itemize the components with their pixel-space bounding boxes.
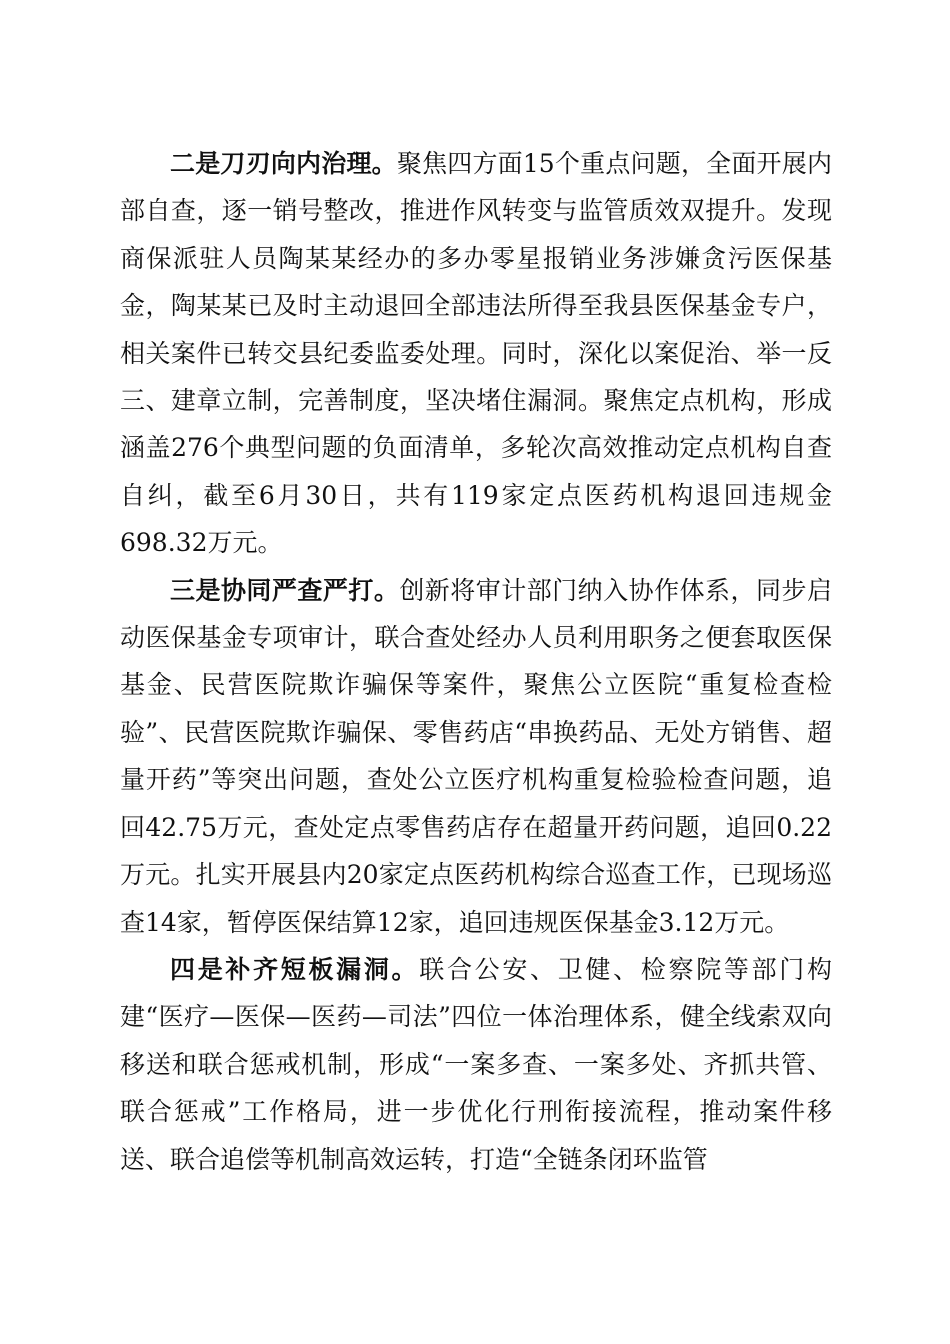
- document-body: [120, 140, 832, 1183]
- paragraph-text: 创新将审计部门纳入协作体系，同步启动医保基金专项审计，联合查处经办人员利用职务之便套取医保基金、民营医院欺诈骗保等案件，聚焦公立医院“重复检查检验”、民营医院欺诈骗保、零售药店“串换药品、无处方销售、超量开药”等突出问题，查处公立医疗机构重复检验检查问题，追回42.75万元，查处定点零售药店存在超量开药问题，追回0.22万元。扎实开展县内20家定点医药机构综合巡查工作，已现场巡查14家，暂停医保结算12家，追回违规医保基金3.12万元。: [120, 575, 832, 937]
- paragraph-lead: 三是协同严查严打。: [170, 575, 400, 605]
- paragraph-lead: 二是刀刃向内治理。: [170, 149, 397, 178]
- paragraph-2: [120, 140, 832, 567]
- paragraph-text: 聚焦四方面15个重点问题，全面开展内部自查，逐一销号整改，推进作风转变与监管质效双提升。发现商保派驻人员陶某某经办的多办零星报销业务涉嫌贪污医保基金，陶某某已及时主动退回全部违法所得至我县医保基金专户，相关案件已转交县纪委监委处理。同时，深化以案促治、举一反三、建章立制，完善制度，坚决堵住漏洞。聚焦定点机构，形成涵盖276个典型问题的负面清单，多轮次高效推动定点机构自查自纠，截至6月30日，共有119家定点医药机构退回违规金698.32万元。: [120, 149, 832, 558]
- paragraph-4: [120, 946, 832, 1183]
- paragraph-lead: 四是补齐短板漏洞。: [170, 954, 420, 984]
- paragraph-text: 联合公安、卫健、检察院等部门构建“医疗—医保—医药—司法”四位一体治理体系，健全线索双向移送和联合惩戒机制，形成“一案多查、一案多处、齐抓共管、联合惩戒”工作格局，进一步优化行刑衔接流程，推动案件移送、联合追偿等机制高效运转，打造“全链条闭环监管: [120, 954, 832, 1174]
- paragraph-3: [120, 567, 832, 946]
